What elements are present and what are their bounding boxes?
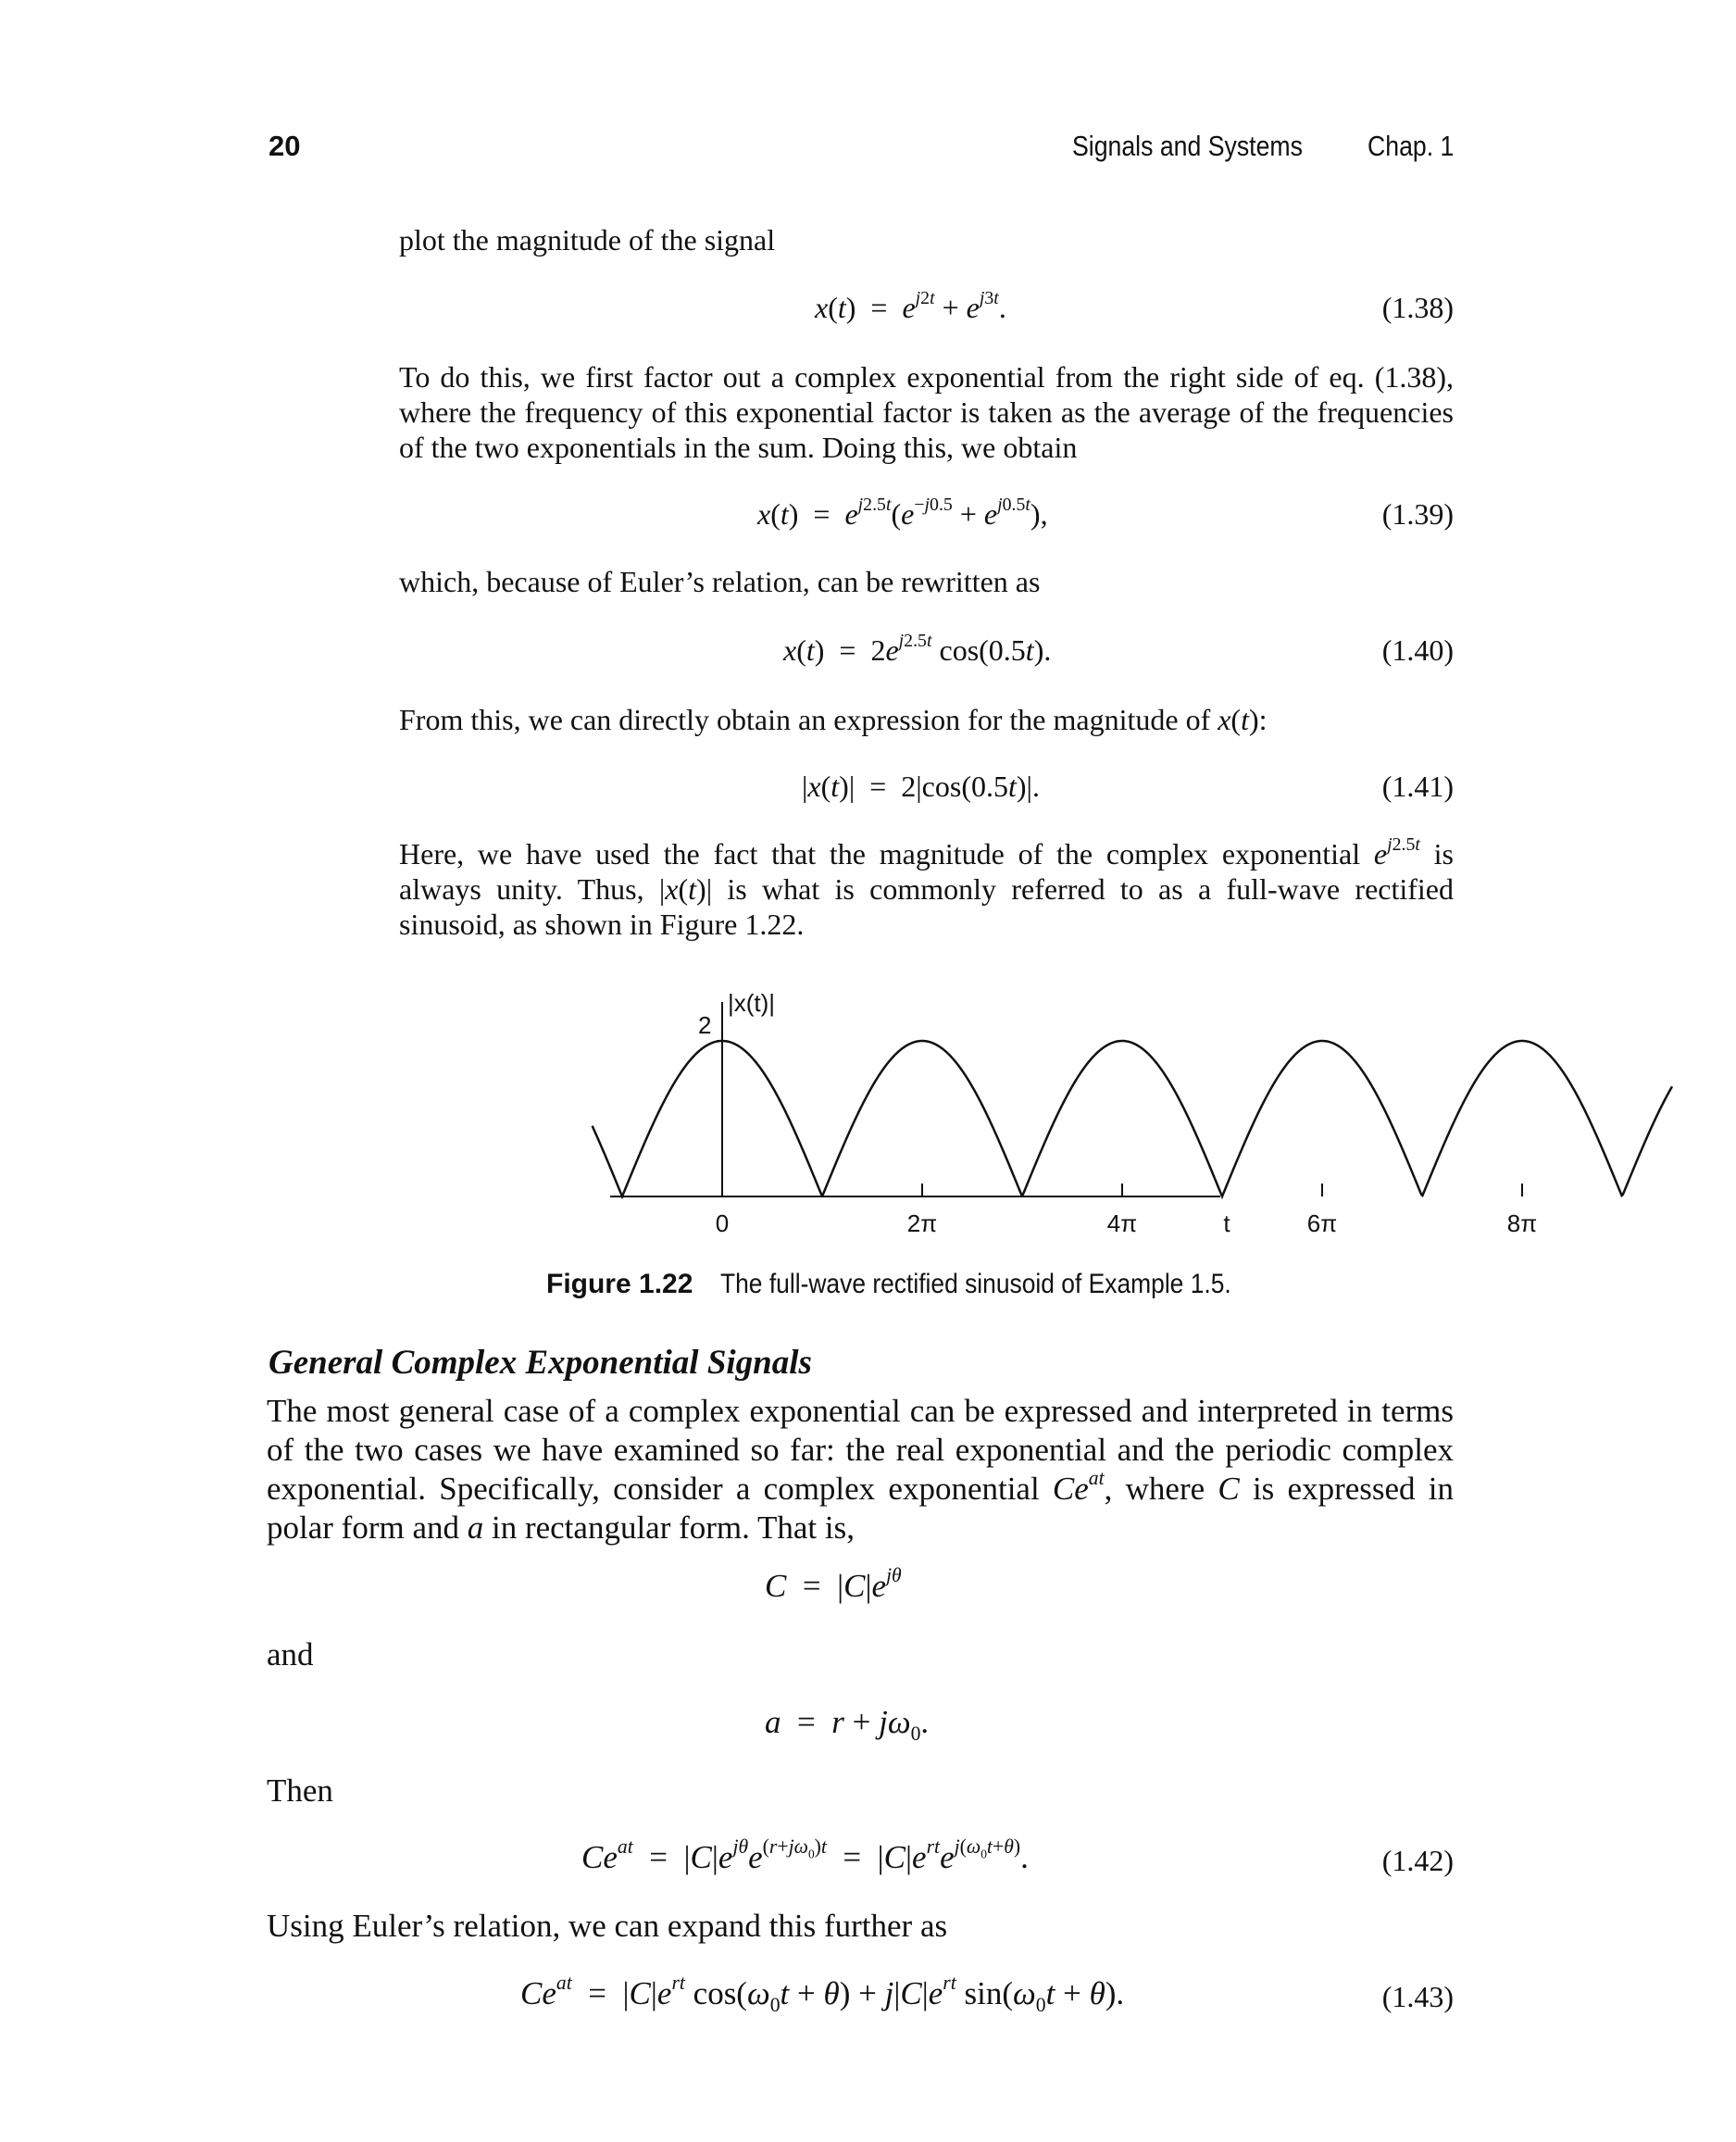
paragraph-general-case: The most general case of a complex exponential can be expressed and interpreted in terms of the two cases we have examined so far: the real exponential and the periodic complex exponential. Specifically, consider a complex exponential $Ce^{at}$, where C is expressed in polar form and a in rectangular form. That is, [267,1393,1454,1546]
paragraph-factor-out: To do this, we first factor out a complex exponential from the right side of eq. (1.38), where the frequency of this exponential factor is taken as the average of the frequencies of the two exponentials in the sum. Doing this, we obtain [399,360,1454,464]
paragraph-magnitude: From this, we can directly obtain an expression for the magnitude of x(t): [399,703,1268,736]
equation-number-1-40: (1.40) [1381,633,1454,667]
equation-number-1-41: (1.41) [1381,770,1454,803]
equation-number-1-39: (1.39) [1381,497,1454,531]
x-tick-label: 4π [1106,1209,1138,1237]
word-and: and [267,1636,314,1672]
word-then: Then [267,1772,333,1809]
chapter-label: Chap. 1 [1368,130,1455,162]
paragraph-general-d: in rectangular form. That is, [483,1509,855,1546]
equation-number-1-42: (1.42) [1381,1844,1454,1877]
full-wave-rectified-chart [593,972,1538,1241]
paragraph-general-a: The most general case of a complex exponential can be expressed and interpreted in terms of the two cases we have examined so far: the real exponential and the periodic complex exponential. Specifically, consider a complex exponential [267,1393,1454,1507]
paragraph-general-c: is expressed in polar form and [267,1471,1454,1546]
equation-1-41: |x(t)| = 2|cos(0.5t)|. [802,770,1040,803]
x-tick-label: 8π [1506,1209,1538,1237]
equation-1-42: $Ce^{at} = |C|e^{j\theta}e^{(r+j\omega_0)t} = |C|e^{rt}e^{j(\omega_0t+\theta)}$. [581,1835,1029,1875]
y-tick-label: 2 [698,1011,712,1039]
equation-number-1-43: (1.43) [1381,1980,1454,2013]
equation-c-polar: $C = |C|e^{j\theta}$ [765,1564,902,1604]
page-number: 20 [269,130,301,162]
x-tick-label: 6π [1306,1209,1338,1237]
paragraph-unity-b: is always unity. Thus, [399,837,1455,906]
paragraph-euler: which, because of Euler’s relation, can be rewritten as [399,565,1041,598]
figure-caption-text: The full-wave rectified sinusoid of Example 1.5. [720,1269,1232,1299]
paragraph-magnitude-text: From this, we can directly obtain an expression for the magnitude of [399,703,1218,736]
equation-1-43: $Ce^{at} = |C|e^{rt}$ $\cos(\omega_0t + \theta) + j|C|e^{rt}$ $\sin(\omega_0t + \theta)$. [520,1972,1125,2016]
running-title: Signals and Systems [1072,130,1303,162]
x-axis-label: t [1223,1209,1230,1237]
paragraph-unity: Here, we have used the fact that the magnitude of the complex exponential $e^{j2.5t}$ is always unity. Thus, |x(t)| is what is commonly referred to as a full-wave rectified sinusoid, as shown in Figure 1.22. [399,834,1455,941]
section-heading: General Complex Exponential Signals [269,1344,812,1382]
paragraph-expand: Using Euler’s relation, we can expand this further as [267,1908,948,1944]
figure-caption [546,1269,1301,1300]
equation-1-40: $x(t) = 2e^{j2.5t}$ cos(0.5t). [783,631,1052,667]
equation-1-38: $x(t) = e^{j2t} + e^{j3t}$. [815,288,1006,324]
rectified-sinusoid-curve [593,1041,1672,1196]
equation-number-1-38: (1.38) [1381,291,1454,324]
figure-label: Figure 1.22 [546,1269,693,1299]
paragraph-general-b: , where [1104,1471,1218,1507]
paragraph-unity-a: Here, we have used the fact that the magnitude of the complex exponential [399,837,1374,871]
x-tick-label: 2π [906,1209,938,1237]
paragraph-intro: plot the magnitude of the signal [399,223,776,257]
equation-a-rect: $a = r + j\omega_0$. [765,1704,930,1745]
equation-1-39: $x(t) = e^{j2.5t}(e^{-j0.5} + e^{j0.5t})$, [757,495,1048,531]
paragraph-magnitude-colon: : [1258,703,1268,736]
x-tick-label: 0 [715,1209,730,1237]
paragraph-unity-c: is what is commonly referred to as a full-wave rectified sinusoid, as shown in Figure 1.22. [399,872,1455,941]
y-axis-label: |x(t)| [728,989,776,1017]
